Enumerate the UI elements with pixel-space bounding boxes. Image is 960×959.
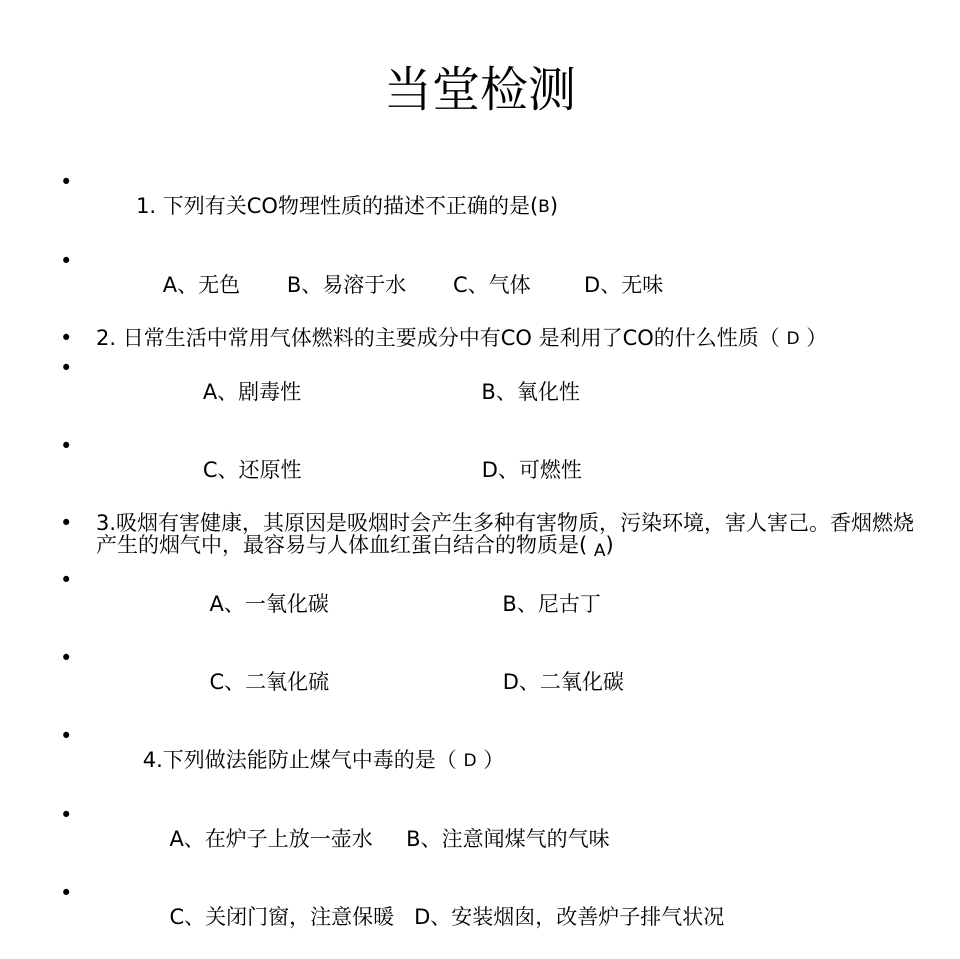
option-text: A、在炉子上放一壶水 B、注意闻煤气的气味	[136, 827, 610, 851]
list-item	[60, 646, 920, 718]
option-text: A、一氧化碳 B、尼古丁	[136, 592, 601, 616]
list-item	[60, 249, 920, 321]
answer-mark: D	[786, 329, 800, 349]
bullet-icon: •	[60, 170, 73, 194]
bullet-icon: •	[60, 511, 73, 535]
answer-mark: D	[463, 751, 477, 771]
bullet-icon: •	[60, 249, 73, 273]
bullet-icon: •	[60, 803, 73, 827]
bullet-icon: •	[60, 568, 73, 592]
option-text: A、无色 B、易溶于水 C、气体 D、无味	[136, 273, 664, 297]
answer-mark: B	[538, 197, 550, 217]
list-item	[60, 512, 920, 562]
question-text-end: )	[605, 533, 614, 557]
list-item	[60, 327, 920, 350]
option-text: C、二氧化硫 D、二氧化碳	[136, 670, 624, 694]
bullet-icon: •	[60, 356, 73, 380]
list-item	[60, 170, 920, 243]
bullet-icon: •	[60, 326, 73, 350]
option-text: A、剧毒性 B、氧化性	[136, 380, 580, 404]
list-item	[60, 724, 920, 797]
list-item	[60, 803, 920, 875]
question-text: 4.下列做法能防止煤气中毒的是（	[136, 748, 464, 772]
question-text: 1. 下列有关CO物理性质的描述不正确的是(	[136, 194, 539, 218]
slide-title: 当堂检测	[383, 62, 576, 118]
list-item	[60, 881, 920, 953]
answer-mark: A	[593, 541, 606, 561]
bullet-icon: •	[60, 881, 73, 905]
list-item	[60, 568, 920, 640]
option-text: C、关闭门窗，注意保暖 D、安装烟囱，改善炉子排气状况	[136, 905, 725, 929]
question-list	[60, 170, 920, 959]
question-text: 2. 日常生活中常用气体燃料的主要成分中有CO 是利用了CO的什么性质（	[96, 326, 787, 350]
question-text: 3.吸烟有害健康，其原因是吸烟时会产生多种有害物质，污染环境，害人害己。香烟燃烧产生的烟气中，最容易与人体血红蛋白结合的物质是(	[96, 511, 915, 557]
option-text: C、还原性 D、可燃性	[136, 458, 582, 482]
question-text-end: ）	[799, 326, 828, 350]
bullet-icon: •	[60, 646, 73, 670]
list-item	[60, 434, 920, 506]
question-text-end: ）	[476, 748, 505, 772]
bullet-icon: •	[60, 434, 73, 458]
question-text-end: )	[549, 194, 559, 218]
list-item	[60, 356, 920, 428]
bullet-icon: •	[60, 724, 73, 748]
